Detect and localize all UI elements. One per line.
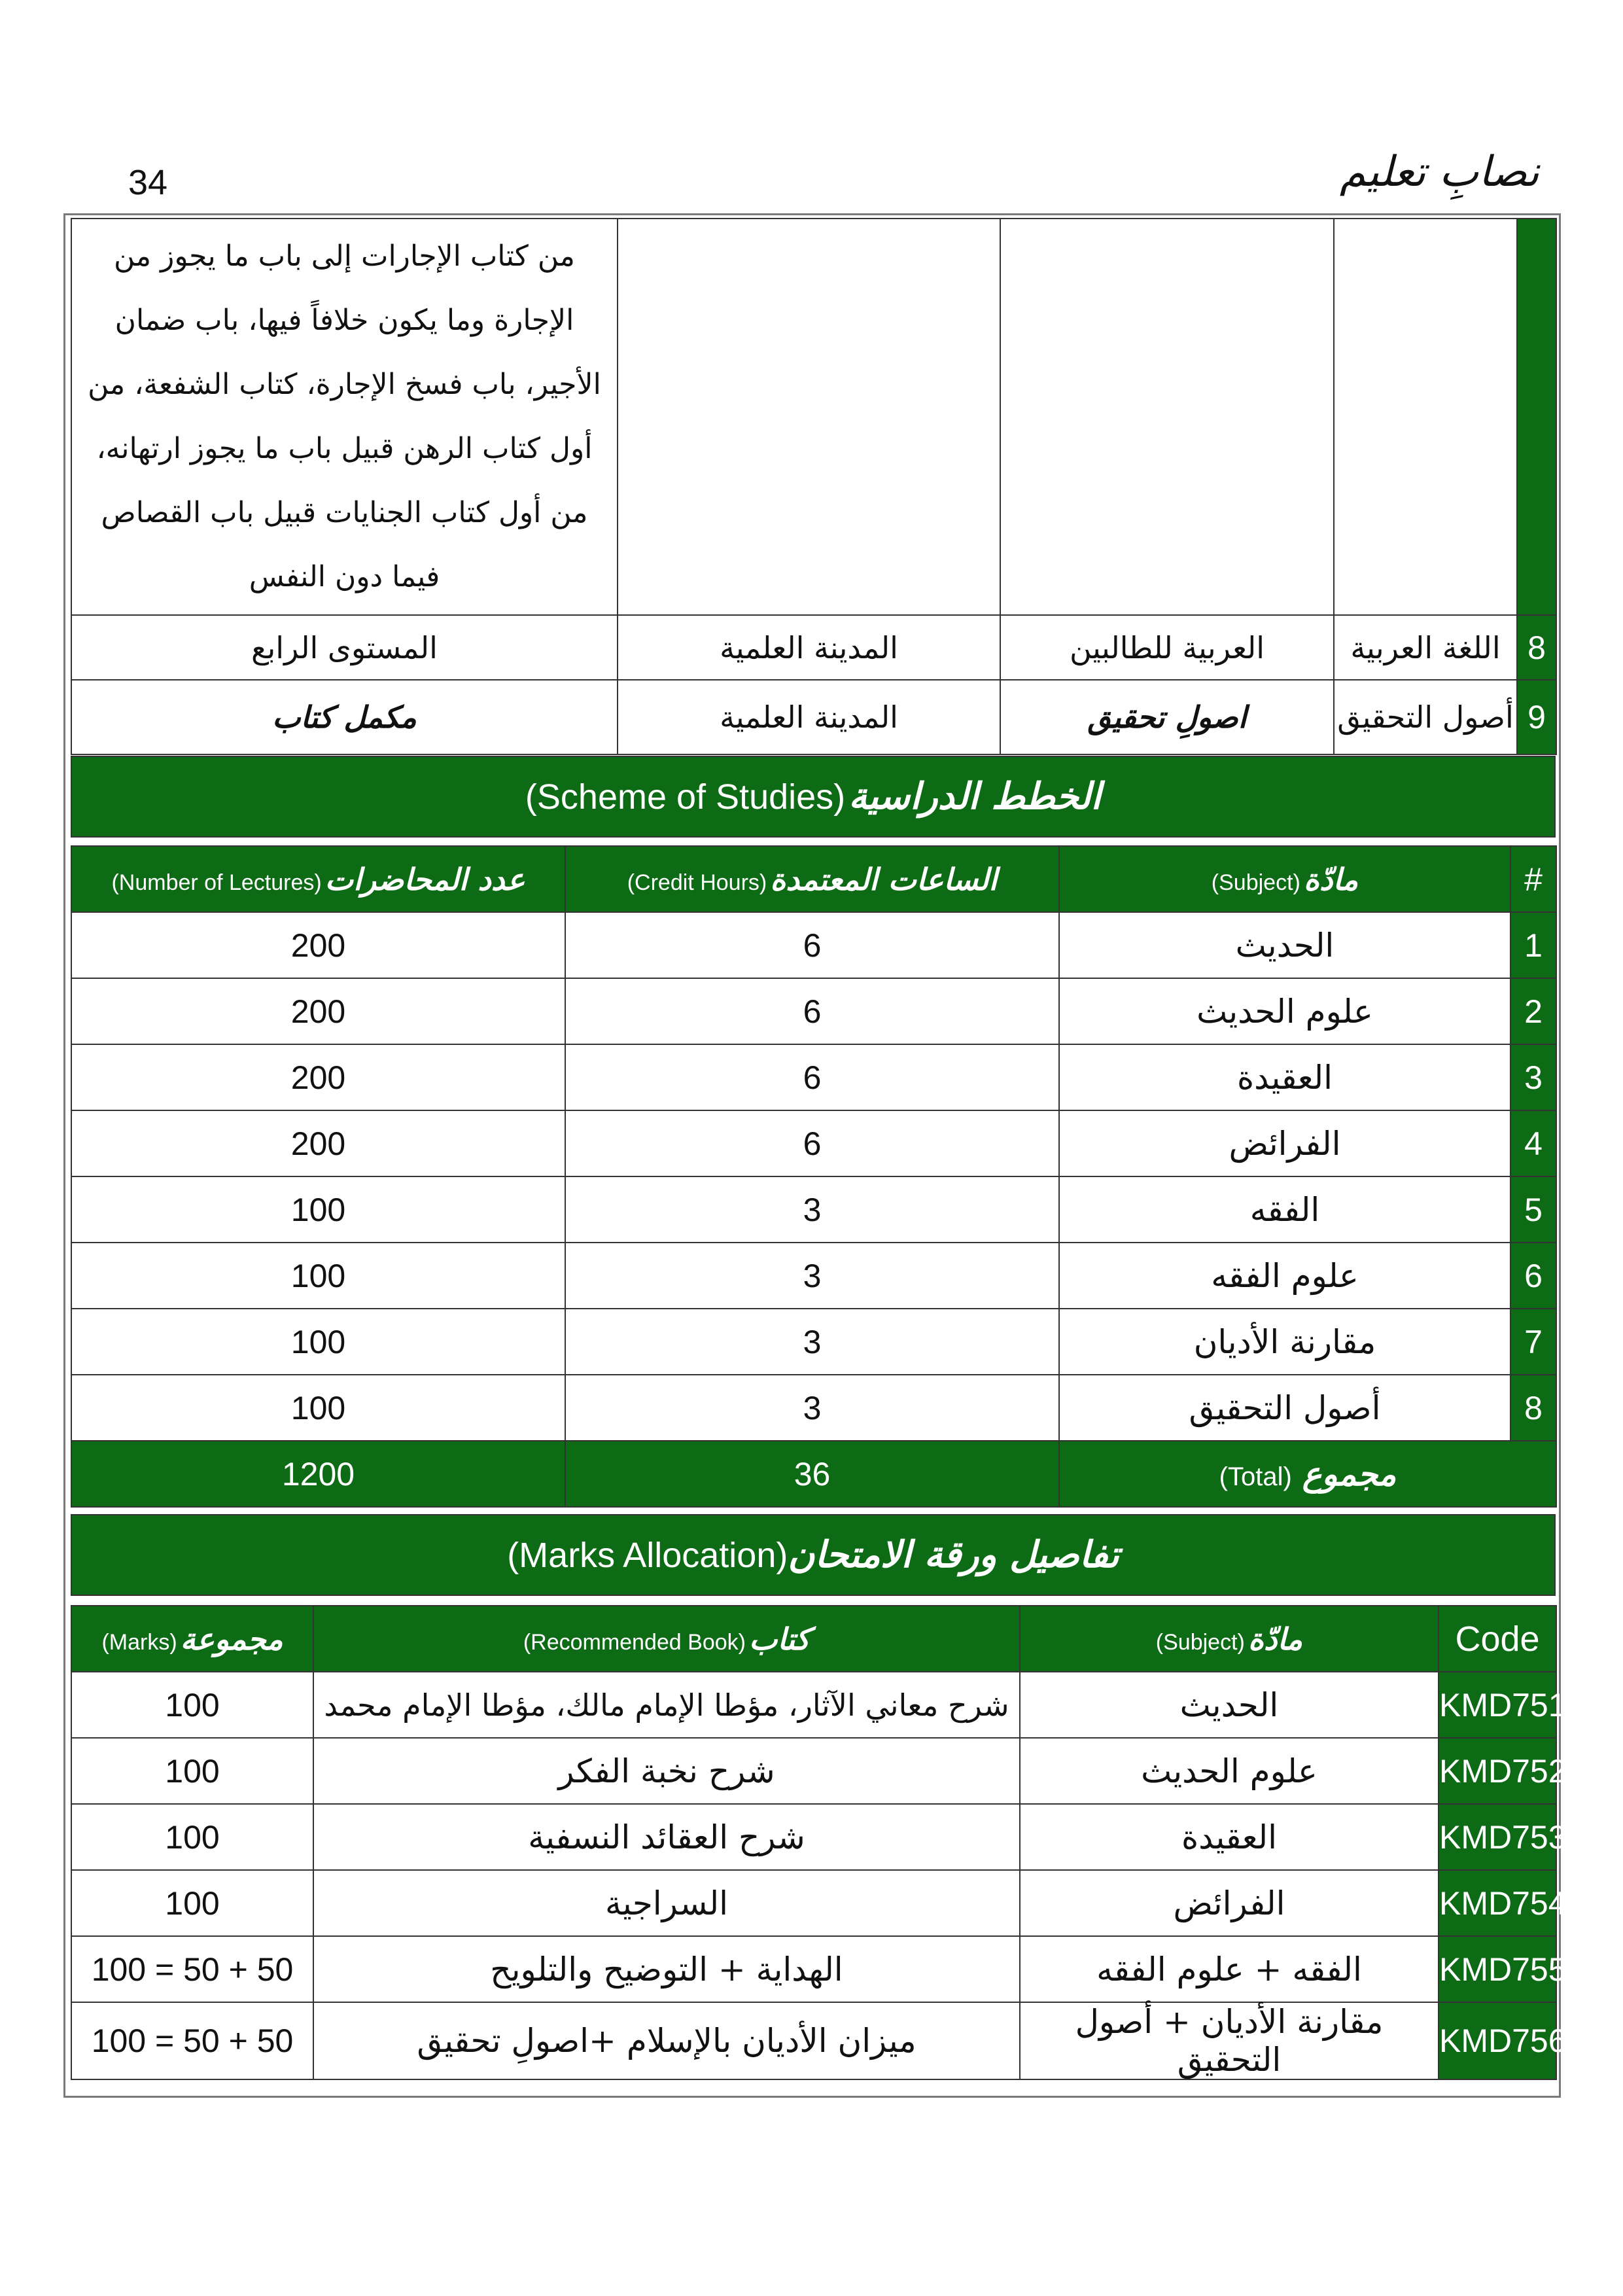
index-cell: 4 bbox=[1510, 1110, 1556, 1176]
portion-cell: مکمل کتاب bbox=[71, 680, 618, 754]
subject-cell: علوم الفقه bbox=[1059, 1243, 1510, 1309]
lectures-cell: 100 bbox=[71, 1176, 565, 1243]
publisher-cell: المدينة العلمية bbox=[618, 680, 1000, 754]
table-header-row bbox=[71, 846, 1556, 912]
subject-cell: الفقه + علوم الفقه bbox=[1020, 1936, 1439, 2002]
code-cell: KMD752 bbox=[1439, 1738, 1556, 1804]
credit-cell: 6 bbox=[565, 978, 1059, 1044]
marks-header: (Marks) مجموعة bbox=[71, 1606, 313, 1672]
marks-title-ar: تفاصيل ورقة الامتحان bbox=[788, 1533, 1119, 1576]
table-row bbox=[71, 1804, 1556, 1870]
table-row bbox=[71, 1672, 1556, 1738]
index-cell: 9 bbox=[1517, 680, 1556, 754]
index-cell bbox=[1517, 219, 1556, 615]
table-row bbox=[71, 1243, 1556, 1309]
code-cell: KMD754 bbox=[1439, 1870, 1556, 1936]
subject-cell: مقارنة الأديان + أصول التحقيق bbox=[1020, 2002, 1439, 2079]
index-cell: 1 bbox=[1510, 912, 1556, 978]
code-cell: KMD751 bbox=[1439, 1672, 1556, 1738]
book-cell: شرح نخبة الفكر bbox=[313, 1738, 1020, 1804]
lectures-cell: 200 bbox=[71, 912, 565, 978]
table-row bbox=[71, 1110, 1556, 1176]
marks-cell: 100 bbox=[71, 1870, 313, 1936]
table-row bbox=[71, 2002, 1556, 2079]
book-cell: العربية للطالبين bbox=[1000, 615, 1334, 680]
lectures-cell: 200 bbox=[71, 1044, 565, 1110]
subject-cell: علوم الحديث bbox=[1059, 978, 1510, 1044]
header-title: نصابِ تعلیم bbox=[1339, 148, 1539, 196]
scheme-title-bar bbox=[71, 756, 1556, 838]
marks-table bbox=[71, 1605, 1567, 2080]
index-cell: 7 bbox=[1510, 1309, 1556, 1375]
scheme-title-en: (Scheme of Studies) bbox=[525, 777, 846, 817]
marks-title-en: (Marks Allocation) bbox=[507, 1536, 788, 1575]
marks-cell: 100 bbox=[71, 1804, 313, 1870]
book-cell: شرح معاني الآثار، مؤطا الإمام مالك، مؤطا الإمام محمد bbox=[313, 1672, 1020, 1738]
total-credit: 36 bbox=[565, 1441, 1059, 1507]
subject-cell: العقيدة bbox=[1059, 1044, 1510, 1110]
code-cell: KMD756 bbox=[1439, 2002, 1556, 2079]
publisher-cell bbox=[618, 219, 1000, 615]
subject-cell bbox=[1334, 219, 1517, 615]
portion-cell: من كتاب الإجارات إلى باب ما يجوز من الإجارة وما يكون خلافاً فيها، باب ضمان الأجير، باب فسخ الإجارة، كتاب الشفعة، من أول كتاب الرهن قبيل باب ما يجوز ارتهانه، من أول كتاب الجنايات قبيل باب القصاص فيما دون النفس bbox=[71, 219, 618, 615]
code-cell: KMD755 bbox=[1439, 1936, 1556, 2002]
lectures-cell: 100 bbox=[71, 1243, 565, 1309]
book-cell bbox=[1000, 219, 1334, 615]
publisher-cell: المدينة العلمية bbox=[618, 615, 1000, 680]
book-cell: السراجية bbox=[313, 1870, 1020, 1936]
credit-cell: 6 bbox=[565, 1044, 1059, 1110]
marks-cell: 100 bbox=[71, 1738, 313, 1804]
subject-cell: الفرائض bbox=[1059, 1110, 1510, 1176]
subject-cell: مقارنة الأديان bbox=[1059, 1309, 1510, 1375]
subject-cell: أصول التحقيق bbox=[1334, 680, 1517, 754]
subject-cell: العقيدة bbox=[1020, 1804, 1439, 1870]
marks-cell: 100 = 50 + 50 bbox=[71, 1936, 313, 2002]
subject-cell: الحديث bbox=[1059, 912, 1510, 978]
index-cell: 8 bbox=[1517, 615, 1556, 680]
code-cell: KMD753 bbox=[1439, 1804, 1556, 1870]
total-lectures: 1200 bbox=[71, 1441, 565, 1507]
book-cell: الهداية + التوضيح والتلويح bbox=[313, 1936, 1020, 2002]
scheme-title-ar: الخطط الدراسية bbox=[848, 775, 1102, 818]
subject-cell: الفقه bbox=[1059, 1176, 1510, 1243]
index-cell: 6 bbox=[1510, 1243, 1556, 1309]
total-label: (Total) مجموع bbox=[1059, 1441, 1556, 1507]
subject-header: (Subject) مادّة bbox=[1020, 1606, 1439, 1672]
table-row bbox=[71, 680, 1556, 754]
marks-cell: 100 = 50 + 50 bbox=[71, 2002, 313, 2079]
hash-header: # bbox=[1510, 846, 1556, 912]
lectures-cell: 100 bbox=[71, 1375, 565, 1441]
table-row bbox=[71, 1738, 1556, 1804]
table-row bbox=[71, 978, 1556, 1044]
page-number: 34 bbox=[128, 163, 168, 202]
marks-cell: 100 bbox=[71, 1672, 313, 1738]
lectures-cell: 100 bbox=[71, 1309, 565, 1375]
index-cell: 8 bbox=[1510, 1375, 1556, 1441]
credit-cell: 3 bbox=[565, 1375, 1059, 1441]
table-row bbox=[71, 1870, 1556, 1936]
scheme-table bbox=[71, 845, 1557, 1508]
subject-header: (Subject) مادّة bbox=[1059, 846, 1510, 912]
table-row bbox=[71, 1044, 1556, 1110]
lectures-cell: 200 bbox=[71, 1110, 565, 1176]
total-row bbox=[71, 1441, 1556, 1507]
curriculum-continuation-table bbox=[71, 218, 1557, 755]
table-row bbox=[71, 219, 1556, 615]
credit-cell: 6 bbox=[565, 912, 1059, 978]
table-header-row bbox=[71, 1606, 1556, 1672]
table-row bbox=[71, 1309, 1556, 1375]
subject-cell: أصول التحقيق bbox=[1059, 1375, 1510, 1441]
book-cell: ميزان الأديان بالإسلام +اصولِ تحقیق bbox=[313, 2002, 1020, 2079]
subject-cell: اللغة العربية bbox=[1334, 615, 1517, 680]
credit-cell: 3 bbox=[565, 1243, 1059, 1309]
book-cell: شرح العقائد النسفية bbox=[313, 1804, 1020, 1870]
book-header: (Recommended Book) كتاب bbox=[313, 1606, 1020, 1672]
marks-title-bar bbox=[71, 1514, 1556, 1596]
subject-cell: الفرائض bbox=[1020, 1870, 1439, 1936]
credit-cell: 6 bbox=[565, 1110, 1059, 1176]
lectures-header: (Number of Lectures) عدد المحاضرات bbox=[71, 846, 565, 912]
table-row bbox=[71, 1176, 1556, 1243]
book-cell: اصولِ تحقیق bbox=[1000, 680, 1334, 754]
credit-cell: 3 bbox=[565, 1309, 1059, 1375]
lectures-cell: 200 bbox=[71, 978, 565, 1044]
credit-header: (Credit Hours) الساعات المعتمدة bbox=[565, 846, 1059, 912]
code-header: Code bbox=[1439, 1606, 1556, 1672]
index-cell: 3 bbox=[1510, 1044, 1556, 1110]
subject-cell: علوم الحديث bbox=[1020, 1738, 1439, 1804]
portion-cell: المستوى الرابع bbox=[71, 615, 618, 680]
table-row bbox=[71, 912, 1556, 978]
table-row bbox=[71, 615, 1556, 680]
table-row bbox=[71, 1375, 1556, 1441]
index-cell: 5 bbox=[1510, 1176, 1556, 1243]
table-row bbox=[71, 1936, 1556, 2002]
subject-cell: الحديث bbox=[1020, 1672, 1439, 1738]
index-cell: 2 bbox=[1510, 978, 1556, 1044]
credit-cell: 3 bbox=[565, 1176, 1059, 1243]
